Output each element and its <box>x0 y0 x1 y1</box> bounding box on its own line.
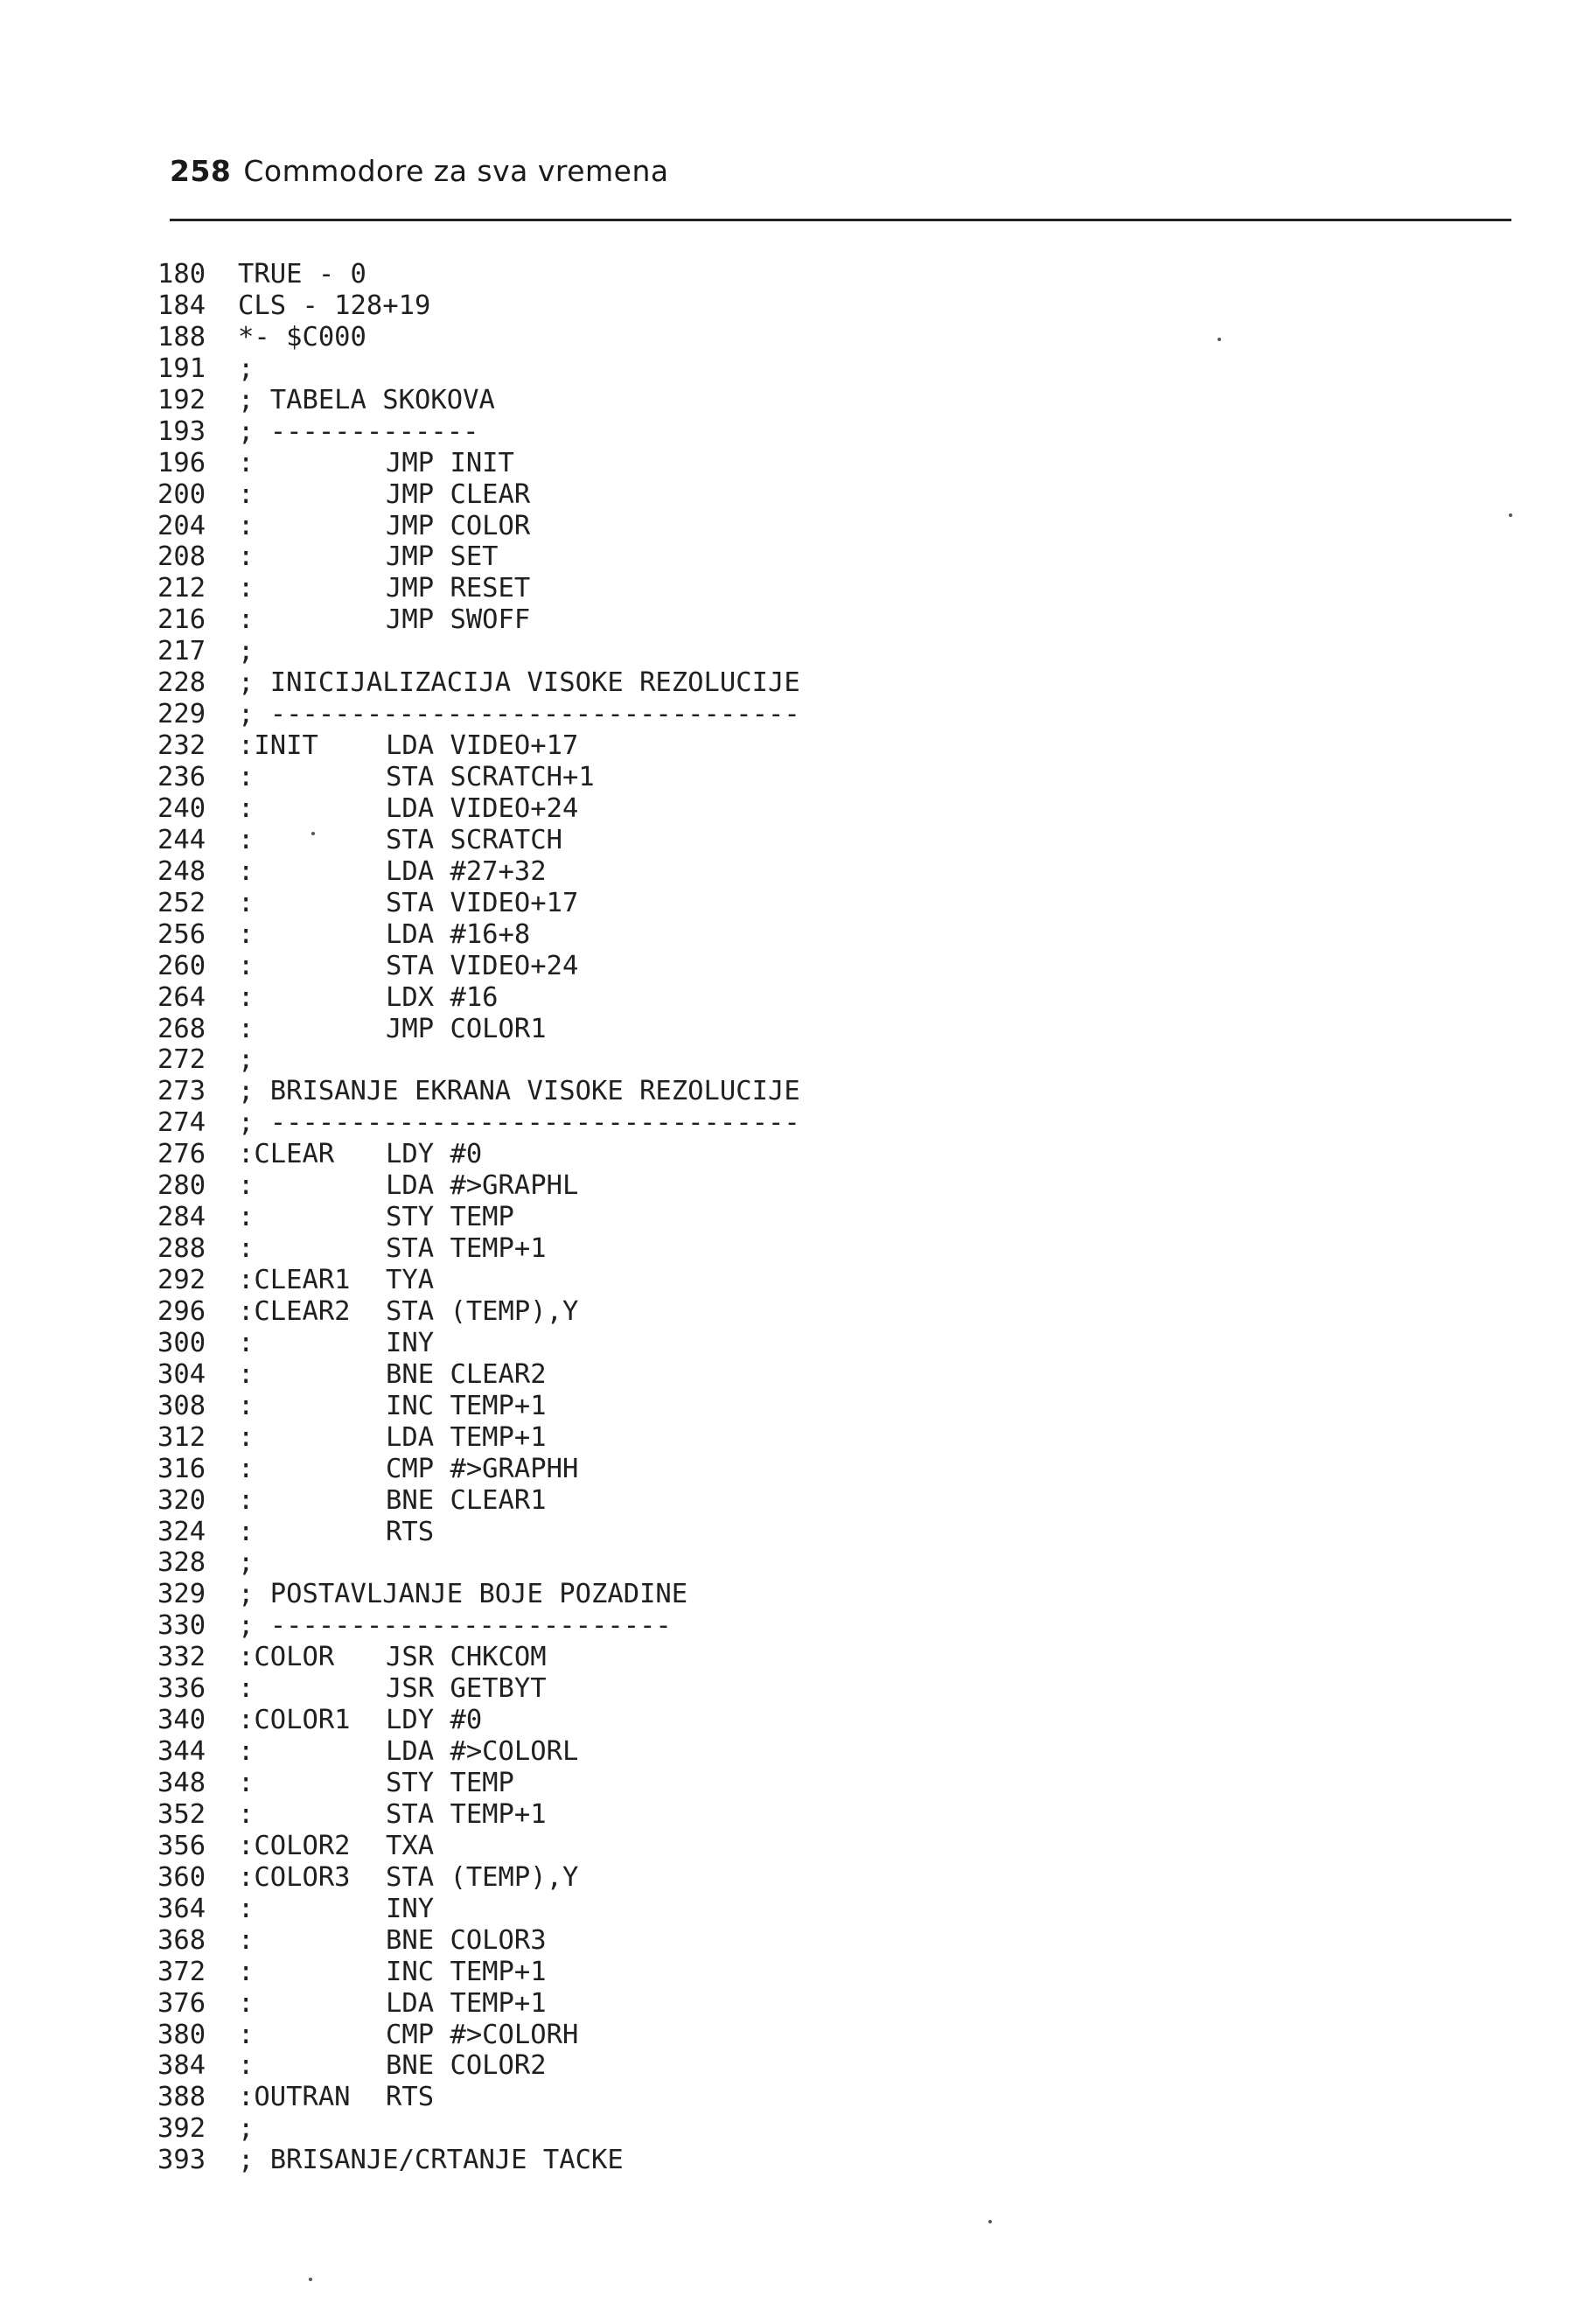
line-number: 348 <box>157 1768 206 1798</box>
line-number: 252 <box>157 887 206 918</box>
line-number: 372 <box>157 1956 206 1987</box>
line-label: : <box>238 1956 255 1987</box>
code-line <box>157 385 1294 416</box>
line-instruction: STA (TEMP),Y <box>386 1861 579 1893</box>
code-line <box>157 1265 1294 1296</box>
line-instruction: STY TEMP <box>386 1768 514 1798</box>
line-number: 352 <box>157 1798 206 1830</box>
line-number: 312 <box>157 1421 206 1453</box>
line-comment: ; ------------- <box>238 415 479 447</box>
line-instruction: LDY #0 <box>386 1705 483 1736</box>
line-instruction: JMP CLEAR <box>386 478 531 510</box>
line-label: : <box>238 1736 255 1768</box>
line-instruction: JSR GETBYT <box>386 1673 547 1705</box>
line-comment: ; --------------------------------- <box>238 1107 800 1139</box>
code-listing <box>157 259 1294 2176</box>
line-number: 392 <box>157 2113 206 2145</box>
line-number: 393 <box>157 2145 206 2176</box>
line-instruction: STA SCRATCH+1 <box>386 762 595 792</box>
line-comment: ; ------------------------- <box>238 1610 672 1642</box>
line-number: 336 <box>157 1673 206 1705</box>
line-instruction: BNE CLEAR1 <box>386 1484 547 1516</box>
code-line <box>157 448 1294 479</box>
line-label: : <box>238 792 255 824</box>
line-number: 368 <box>157 1924 206 1956</box>
line-label: :COLOR <box>238 1642 335 1673</box>
line-instruction: LDA #>COLORL <box>386 1736 579 1768</box>
line-number: 217 <box>157 636 206 667</box>
line-label: : <box>238 855 255 887</box>
code-line <box>157 479 1294 511</box>
line-label: : <box>238 478 255 510</box>
code-line <box>157 1894 1294 1925</box>
code-line <box>157 1862 1294 1894</box>
line-number: 228 <box>157 667 206 699</box>
code-line <box>157 1328 1294 1359</box>
line-number: 344 <box>157 1736 206 1768</box>
code-line <box>157 1517 1294 1548</box>
line-instruction: INC TEMP+1 <box>386 1956 547 1987</box>
code-line <box>157 604 1294 636</box>
code-line <box>157 1957 1294 1988</box>
line-label: : <box>238 1893 255 1924</box>
code-line <box>157 1233 1294 1265</box>
line-comment: ; <box>238 636 255 667</box>
code-line <box>157 2082 1294 2113</box>
line-number: 288 <box>157 1233 206 1265</box>
line-number: 364 <box>157 1893 206 1924</box>
code-line <box>157 793 1294 825</box>
line-number: 240 <box>157 792 206 824</box>
line-label: : <box>238 510 255 541</box>
code-line <box>157 1107 1294 1139</box>
line-label: : <box>238 887 255 918</box>
line-label: : <box>238 1516 255 1547</box>
code-line <box>157 1422 1294 1454</box>
line-label: : <box>238 1421 255 1453</box>
code-line <box>157 1736 1294 1768</box>
speck-mark <box>309 2278 312 2281</box>
line-number: 264 <box>157 981 206 1013</box>
code-line <box>157 1485 1294 1517</box>
line-number: 200 <box>157 478 206 510</box>
line-instruction: LDY #0 <box>386 1139 483 1170</box>
line-number: 204 <box>157 510 206 541</box>
code-line <box>157 1454 1294 1485</box>
line-label: : <box>238 604 255 636</box>
line-number: 236 <box>157 762 206 792</box>
line-instruction: LDA #>GRAPHL <box>386 1170 579 1202</box>
line-label: : <box>238 824 255 855</box>
line-instruction: LDA #16+8 <box>386 918 531 950</box>
line-number: 328 <box>157 1547 206 1579</box>
line-number: 292 <box>157 1265 206 1295</box>
line-label: : <box>238 447 255 478</box>
line-number: 332 <box>157 1642 206 1673</box>
line-number: 384 <box>157 2050 206 2082</box>
speck-mark <box>311 832 315 835</box>
code-line <box>157 573 1294 604</box>
line-label: : <box>238 2019 255 2050</box>
code-line <box>157 1014 1294 1045</box>
code-line <box>157 1391 1294 1422</box>
line-instruction: CMP #>GRAPHH <box>386 1453 579 1484</box>
line-number: 304 <box>157 1358 206 1390</box>
line-number: 192 <box>157 384 206 415</box>
line-label: : <box>238 950 255 981</box>
line-number: 274 <box>157 1107 206 1139</box>
line-comment: ; INICIJALIZACIJA VISOKE REZOLUCIJE <box>238 667 800 699</box>
line-comment: ; <box>238 1044 255 1076</box>
line-number: 216 <box>157 604 206 636</box>
line-label: : <box>238 1484 255 1516</box>
speck-mark <box>1509 513 1512 517</box>
line-number: 180 <box>157 259 206 290</box>
line-number: 324 <box>157 1516 206 1547</box>
code-line <box>157 511 1294 542</box>
code-line <box>157 1642 1294 1673</box>
line-label: : <box>238 1327 255 1358</box>
line-instruction: LDX #16 <box>386 981 499 1013</box>
line-number: 260 <box>157 950 206 981</box>
line-instruction: STA SCRATCH <box>386 824 562 855</box>
line-instruction: STA TEMP+1 <box>386 1233 547 1265</box>
line-number: 376 <box>157 1987 206 2019</box>
line-label: :INIT <box>238 730 318 762</box>
line-label: : <box>238 1453 255 1484</box>
code-line <box>157 1831 1294 1862</box>
line-instruction: TYA <box>386 1265 435 1295</box>
line-comment: ; BRISANJE EKRANA VISOKE REZOLUCIJE <box>238 1076 800 1107</box>
code-line <box>157 1076 1294 1107</box>
line-label: : <box>238 2050 255 2082</box>
line-label: : <box>238 1673 255 1705</box>
code-line <box>157 888 1294 919</box>
line-label: : <box>238 1233 255 1265</box>
line-number: 248 <box>157 855 206 887</box>
line-number: 388 <box>157 2082 206 2113</box>
line-instruction: LDA TEMP+1 <box>386 1987 547 2019</box>
line-label: :COLOR2 <box>238 1830 351 1861</box>
line-number: 280 <box>157 1170 206 1202</box>
line-instruction: JMP SWOFF <box>386 604 531 636</box>
line-label: :CLEAR <box>238 1139 335 1170</box>
line-label: TRUE - 0 <box>238 259 366 290</box>
code-line <box>157 1925 1294 1957</box>
line-label: : <box>238 1390 255 1421</box>
line-label: : <box>238 1170 255 1202</box>
line-label: :OUTRAN <box>238 2082 351 2113</box>
code-line <box>157 1296 1294 1328</box>
line-number: 272 <box>157 1044 206 1076</box>
line-instruction: STA VIDEO+17 <box>386 887 579 918</box>
line-number: 244 <box>157 824 206 855</box>
line-instruction: STY TEMP <box>386 1202 514 1233</box>
code-line <box>157 1673 1294 1705</box>
page-number: 258 <box>170 154 232 188</box>
code-line <box>157 1988 1294 2020</box>
code-line <box>157 919 1294 951</box>
code-line <box>157 636 1294 667</box>
line-instruction: RTS <box>386 1516 435 1547</box>
line-instruction: STA VIDEO+24 <box>386 950 579 981</box>
line-comment: ; BRISANJE/CRTANJE TACKE <box>238 2145 624 2176</box>
code-line <box>157 416 1294 448</box>
line-label: : <box>238 1358 255 1390</box>
line-number: 316 <box>157 1453 206 1484</box>
line-label: :CLEAR1 <box>238 1265 351 1295</box>
line-number: 268 <box>157 1013 206 1044</box>
line-instruction: JMP RESET <box>386 573 531 604</box>
line-number: 196 <box>157 447 206 478</box>
line-number: 308 <box>157 1390 206 1421</box>
line-number: 360 <box>157 1861 206 1893</box>
line-label: : <box>238 1798 255 1830</box>
code-line <box>157 1139 1294 1170</box>
line-number: 296 <box>157 1295 206 1327</box>
line-number: 320 <box>157 1484 206 1516</box>
code-line <box>157 825 1294 856</box>
line-instruction: STA TEMP+1 <box>386 1798 547 1830</box>
line-instruction: BNE CLEAR2 <box>386 1358 547 1390</box>
code-line <box>157 1705 1294 1736</box>
code-line <box>157 762 1294 793</box>
line-instruction: BNE COLOR2 <box>386 2050 547 2082</box>
line-instruction: JMP COLOR1 <box>386 1013 547 1044</box>
line-number: 356 <box>157 1830 206 1861</box>
line-label: CLS - 128+19 <box>238 290 431 321</box>
code-line <box>157 667 1294 699</box>
line-label: : <box>238 981 255 1013</box>
line-label: :COLOR1 <box>238 1705 351 1736</box>
code-line <box>157 322 1294 353</box>
code-line <box>157 982 1294 1014</box>
line-label: : <box>238 541 255 573</box>
line-label: : <box>238 573 255 604</box>
line-instruction: TXA <box>386 1830 435 1861</box>
line-number: 273 <box>157 1076 206 1107</box>
line-instruction: LDA VIDEO+24 <box>386 792 579 824</box>
line-label: : <box>238 1924 255 1956</box>
line-number: 193 <box>157 415 206 447</box>
line-instruction: RTS <box>386 2082 435 2113</box>
speck-mark <box>1218 338 1221 341</box>
code-line <box>157 1359 1294 1391</box>
line-label: *- $C000 <box>238 321 366 352</box>
line-number: 229 <box>157 699 206 730</box>
line-number: 232 <box>157 730 206 762</box>
line-label: : <box>238 1768 255 1798</box>
line-number: 188 <box>157 321 206 352</box>
line-label: :COLOR3 <box>238 1861 351 1893</box>
line-number: 300 <box>157 1327 206 1358</box>
code-line <box>157 1768 1294 1799</box>
code-line <box>157 1547 1294 1579</box>
line-comment: ; <box>238 2113 255 2145</box>
line-number: 191 <box>157 352 206 384</box>
line-label: : <box>238 918 255 950</box>
code-line <box>157 290 1294 322</box>
code-line <box>157 699 1294 730</box>
line-instruction: INY <box>386 1327 435 1358</box>
code-line <box>157 2145 1294 2176</box>
line-number: 212 <box>157 573 206 604</box>
line-instruction: LDA #27+32 <box>386 855 547 887</box>
header-rule <box>170 219 1511 221</box>
line-label: : <box>238 1013 255 1044</box>
code-line <box>157 353 1294 385</box>
speck-mark <box>988 2220 992 2223</box>
line-number: 184 <box>157 290 206 321</box>
code-line <box>157 730 1294 762</box>
code-line <box>157 2113 1294 2145</box>
line-label: :CLEAR2 <box>238 1295 351 1327</box>
line-number: 380 <box>157 2019 206 2050</box>
code-line <box>157 951 1294 982</box>
line-comment: ; TABELA SKOKOVA <box>238 384 495 415</box>
code-line <box>157 1044 1294 1076</box>
book-title: Commodore za sva vremena <box>243 154 669 188</box>
line-instruction: STA (TEMP),Y <box>386 1295 579 1327</box>
line-number: 256 <box>157 918 206 950</box>
line-number: 330 <box>157 1610 206 1642</box>
line-instruction: LDA VIDEO+17 <box>386 730 579 762</box>
code-line <box>157 1610 1294 1642</box>
line-label: : <box>238 1202 255 1233</box>
code-line <box>157 856 1294 888</box>
line-instruction: JSR CHKCOM <box>386 1642 547 1673</box>
line-instruction: LDA TEMP+1 <box>386 1421 547 1453</box>
line-number: 276 <box>157 1139 206 1170</box>
line-instruction: JMP COLOR <box>386 510 531 541</box>
line-number: 329 <box>157 1579 206 1610</box>
code-line <box>157 1202 1294 1233</box>
line-label: : <box>238 762 255 792</box>
line-instruction: CMP #>COLORH <box>386 2019 579 2050</box>
line-instruction: BNE COLOR3 <box>386 1924 547 1956</box>
line-comment: ; <box>238 1547 255 1579</box>
code-line <box>157 1170 1294 1202</box>
code-line <box>157 259 1294 290</box>
line-comment: ; <box>238 352 255 384</box>
page-header <box>170 154 669 188</box>
line-number: 340 <box>157 1705 206 1736</box>
code-line <box>157 1799 1294 1831</box>
line-instruction: JMP SET <box>386 541 499 573</box>
line-number: 284 <box>157 1202 206 1233</box>
code-line <box>157 1579 1294 1610</box>
code-line <box>157 2050 1294 2082</box>
line-label: : <box>238 1987 255 2019</box>
line-instruction: INY <box>386 1893 435 1924</box>
line-comment: ; POSTAVLJANJE BOJE POZADINE <box>238 1579 688 1610</box>
code-line <box>157 2020 1294 2051</box>
line-instruction: INC TEMP+1 <box>386 1390 547 1421</box>
line-instruction: JMP INIT <box>386 447 514 478</box>
code-line <box>157 541 1294 573</box>
line-comment: ; --------------------------------- <box>238 699 800 730</box>
line-number: 208 <box>157 541 206 573</box>
